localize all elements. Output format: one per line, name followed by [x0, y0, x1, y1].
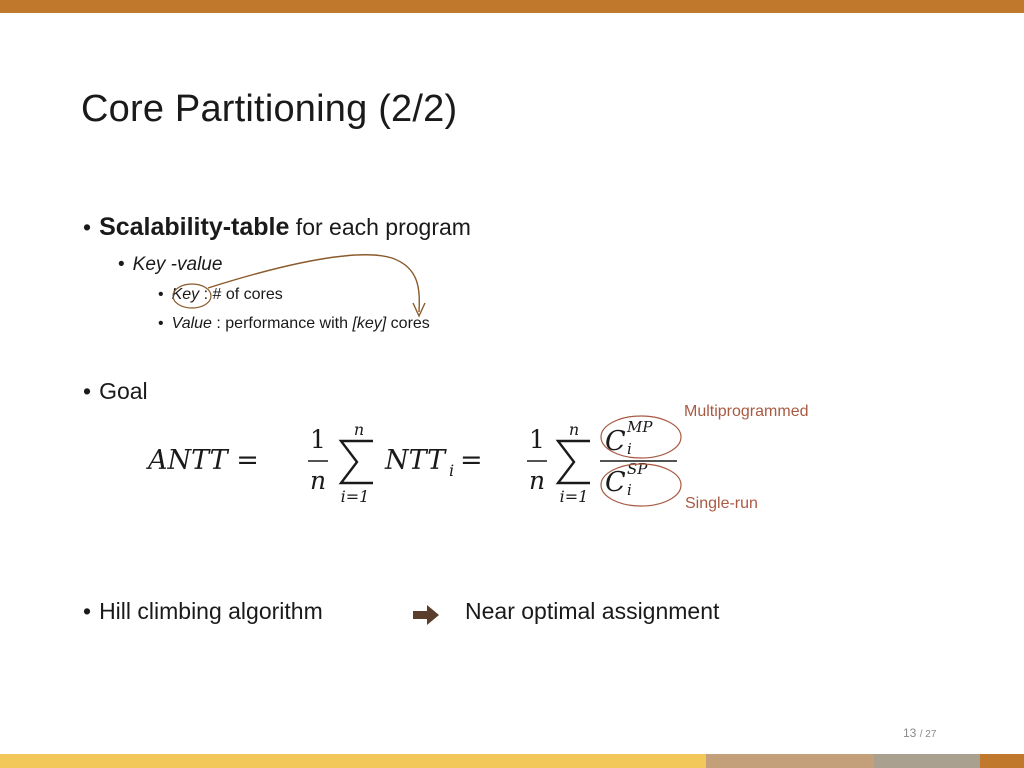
c-mp-superscript: MP: [627, 418, 653, 436]
page-total: / 27: [919, 729, 937, 740]
page-number: [903, 726, 936, 740]
bullet-hill-climbing: [83, 598, 323, 625]
bullet-dot: •: [83, 598, 92, 624]
key-value-text: Key -value: [132, 254, 223, 275]
scalability-rest: for each program: [289, 214, 471, 240]
single-run-annotation: Single-run: [685, 495, 758, 512]
antt-label: ANTT =: [148, 445, 259, 476]
c-mp-letter: C: [605, 426, 626, 457]
slide-title: Core Partitioning (2/2): [81, 88, 458, 130]
bullet-value: [158, 315, 430, 333]
bullet-dot: •: [158, 286, 164, 303]
bullet-key: [158, 286, 283, 304]
bullet-dot: •: [158, 315, 164, 332]
bottom-bar-segment-tan: [706, 754, 874, 768]
goal-text: Goal: [99, 378, 148, 404]
sum-bottom-2: i=1: [559, 487, 589, 506]
hill-climbing-text: Hill climbing algorithm: [99, 598, 323, 624]
c-mp-subscript: i: [627, 440, 632, 458]
c-sp-superscript: SP: [627, 460, 648, 478]
scalability-strong: Scalability-table: [99, 213, 290, 241]
frac-denominator-2: n: [528, 466, 546, 495]
sum-top-1: n: [353, 420, 365, 439]
c-sp-subscript: i: [627, 481, 632, 499]
right-arrow-icon: [411, 604, 441, 626]
page-current: 13: [903, 726, 917, 740]
value-end: cores: [386, 315, 430, 332]
bottom-bar-segment-gray: [874, 754, 980, 768]
bullet-dot: •: [118, 254, 125, 275]
sum-top-2: n: [568, 420, 580, 439]
sum-bottom-1: i=1: [340, 487, 370, 506]
ntt-subscript: i: [449, 461, 455, 480]
value-key: [key]: [352, 315, 387, 332]
bottom-bar-segment-yellow: [0, 754, 706, 768]
top-accent-bar: [0, 0, 1024, 13]
sum-symbol-1: [341, 441, 373, 483]
value-mid: : performance with: [211, 315, 353, 332]
ntt-label: NTT: [385, 445, 446, 476]
bottom-bar-segment-orange: [980, 754, 1024, 768]
key-label: Key: [171, 286, 200, 303]
frac-numerator-1: 1: [310, 425, 326, 454]
frac-numerator-2: 1: [529, 425, 545, 454]
c-sp-letter: C: [605, 467, 626, 498]
equals-sign: =: [460, 445, 483, 476]
value-label: Value: [171, 315, 212, 332]
antt-formula: [140, 410, 700, 520]
bullet-key-value: [118, 254, 222, 276]
near-optimal-text: Near optimal assignment: [465, 598, 720, 624]
multiprogrammed-annotation: Multiprogrammed: [684, 403, 809, 420]
frac-denominator-1: n: [309, 466, 327, 495]
key-rest: : # of cores: [199, 286, 283, 303]
bullet-dot: •: [83, 214, 92, 240]
sum-symbol-2: [558, 441, 590, 483]
bullet-scalability: [83, 213, 471, 242]
bullet-dot: •: [83, 378, 92, 404]
bullet-goal: [83, 378, 148, 405]
